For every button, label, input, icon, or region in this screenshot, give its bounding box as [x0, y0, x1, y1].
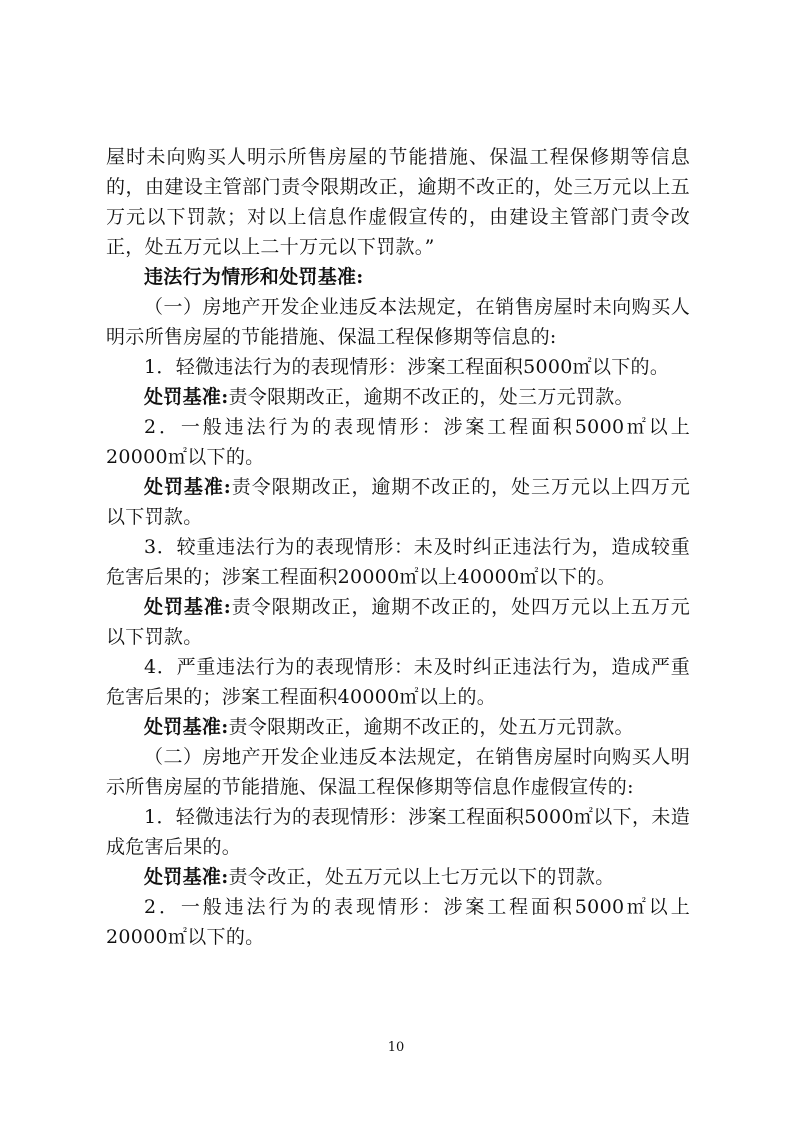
part1-item3-penalty	[106, 592, 690, 652]
part1-item1-situation: 1．轻微违法行为的表现情形：涉案工程面积5000㎡以下的。	[144, 356, 670, 378]
penalty-text: 责令限期改正，逾期不改正的，处四万元以上五万元以下罚款。	[106, 596, 691, 648]
page-body	[106, 142, 690, 952]
part2-item1-situation: 1．轻微违法行为的表现情形：涉案工程面积5000㎡以下，未造成危害后果的。	[106, 806, 690, 858]
penalty-text: 责令改正，处五万元以上七万元以下的罚款。	[228, 866, 615, 888]
penalty-label: 处罚基准:	[144, 386, 229, 408]
penalty-text: 责令限期改正，逾期不改正的，处三万元以上四万元以下罚款。	[106, 476, 691, 528]
penalty-label: 处罚基准:	[144, 866, 229, 888]
penalty-text: 责令限期改正，逾期不改正的，处三万元罚款。	[228, 386, 634, 408]
part2-item1-penalty	[106, 862, 690, 892]
penalty-label: 处罚基准:	[144, 596, 232, 618]
part1-item4-situation: 4．严重违法行为的表现情形：未及时纠正违法行为，造成严重危害后果的；涉案工程面积40000㎡以上的。	[106, 656, 690, 708]
penalty-label: 处罚基准:	[144, 716, 229, 738]
page-number: 10	[387, 1040, 405, 1055]
intro-paragraph: 屋时未向购买人明示所售房屋的节能措施、保温工程保修期等信息的，由建设主管部门责令限期改正，逾期不改正的，处三万元以上五万元以下罚款；对以上信息作虚假宣传的，由建设主管部门责令改正，处五万元以上二十万元以下罚款。”	[106, 146, 690, 258]
part2-item2-situation: 2．一般违法行为的表现情形：涉案工程面积5000㎡以上20000㎡以下的。	[106, 896, 690, 948]
part1-intro: （一）房地产开发企业违反本法规定，在销售房屋时未向购买人明示所售房屋的节能措施、保温工程保修期等信息的:	[106, 296, 690, 348]
penalty-text: 责令限期改正，逾期不改正的，处五万元罚款。	[228, 716, 634, 738]
section-heading: 违法行为情形和处罚基准:	[144, 266, 364, 288]
part2-intro: （二）房地产开发企业违反本法规定，在销售房屋时向购买人明示所售房屋的节能措施、保温工程保修期等信息作虚假宣传的:	[106, 746, 690, 798]
part1-item3-situation: 3．较重违法行为的表现情形：未及时纠正违法行为，造成较重危害后果的；涉案工程面积20000㎡以上40000㎡以下的。	[106, 536, 690, 588]
part1-item1-penalty	[106, 382, 690, 412]
part1-item2-penalty	[106, 472, 690, 532]
part1-item4-penalty	[106, 712, 690, 742]
part1-item2-situation: 2．一般违法行为的表现情形：涉案工程面积5000㎡以上20000㎡以下的。	[106, 416, 690, 468]
penalty-label: 处罚基准:	[144, 476, 232, 498]
